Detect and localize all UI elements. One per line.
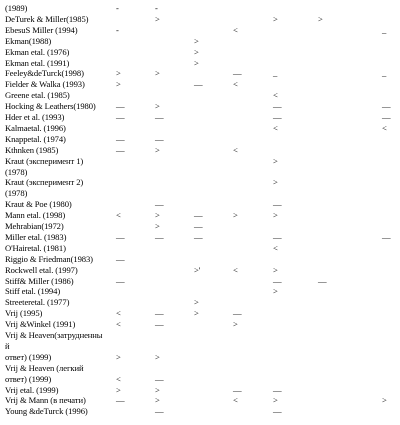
table-row — [0, 276, 400, 287]
study-name-cell: (1978) — [5, 166, 28, 177]
study-name-cell: Feeley&deTurck(1998) — [5, 68, 84, 79]
result-cell: > — [273, 155, 278, 166]
study-name-cell: Ekman etal. (1976) — [5, 46, 70, 57]
study-name-cell: Vrij etal. (1999) — [5, 384, 59, 395]
table-row — [0, 58, 400, 69]
result-cell: — — [382, 101, 391, 112]
study-name-cell: Ekman(1988) — [5, 35, 52, 46]
table-row — [0, 47, 400, 58]
result-cell: > — [194, 57, 199, 68]
result-cell: — — [194, 79, 203, 90]
study-name-cell: Rockwell etal. (1997) — [5, 264, 78, 275]
result-cell: _ — [273, 68, 278, 79]
result-cell: — — [116, 231, 125, 242]
result-cell: > — [155, 13, 160, 24]
result-cell: — — [273, 275, 282, 286]
result-cell: > — [155, 101, 160, 112]
study-name-cell: Stiff etal. (1994) — [5, 286, 61, 297]
result-cell: _ — [382, 68, 387, 79]
result-cell: — — [318, 275, 327, 286]
study-name-cell: Kraut & Poe (1980) — [5, 199, 72, 210]
result-cell: — — [382, 112, 391, 122]
table-row — [0, 36, 400, 47]
result-cell: - — [116, 24, 119, 35]
result-cell: - — [155, 3, 158, 13]
result-cell: — — [273, 199, 282, 210]
study-name-cell: Mann etal. (1998) — [5, 210, 66, 221]
result-cell: — — [155, 133, 164, 144]
table-row — [0, 243, 400, 254]
result-cell: > — [116, 68, 121, 79]
result-cell: < — [233, 264, 238, 275]
result-cell: — — [155, 231, 164, 242]
result-cell: > — [273, 264, 278, 275]
table-row — [0, 156, 400, 167]
study-name-cell: Kthnken (1985) — [5, 144, 59, 155]
study-name-cell: Kalmaetal. (1996) — [5, 122, 66, 133]
result-cell: — — [194, 210, 203, 221]
table-row — [0, 188, 400, 199]
study-name-cell: Greene etal. (1985) — [5, 90, 70, 101]
study-name-cell: Vrij & Heaven(затрудненны — [5, 330, 103, 340]
study-name-cell: Kraut (эксперимент 1) — [5, 155, 84, 166]
result-cell: — — [273, 112, 282, 122]
table-row — [0, 14, 400, 25]
study-name-cell: Knappetal. (1974) — [5, 133, 66, 144]
table-row — [0, 319, 400, 330]
result-cell: > — [273, 177, 278, 188]
result-cell: _ — [382, 24, 387, 35]
table-row — [0, 406, 400, 417]
study-name-cell: Fielder & Walka (1993) — [5, 79, 85, 90]
result-cell: — — [155, 199, 164, 210]
study-name-cell: EbesuS Miller (1994) — [5, 24, 78, 35]
result-cell: — — [116, 101, 125, 112]
table-row — [0, 68, 400, 79]
result-cell: — — [155, 373, 164, 384]
result-cell: > — [116, 351, 121, 362]
result-cell: < — [233, 79, 238, 90]
study-name-cell: Kraut (эксперимент 2) — [5, 177, 84, 188]
result-cell: < — [116, 319, 121, 330]
table-row — [0, 265, 400, 276]
result-cell: — — [116, 253, 125, 264]
study-name-cell: Riggio & Friedman(1983) — [5, 253, 93, 264]
table-row — [0, 341, 400, 352]
study-name-cell: Vrij (1995) — [5, 308, 43, 319]
result-cell: — — [155, 406, 164, 417]
table-row — [0, 101, 400, 112]
table-row — [0, 221, 400, 232]
table-row — [0, 385, 400, 396]
table-row — [0, 254, 400, 265]
result-cell: > — [194, 35, 199, 46]
table-row — [0, 25, 400, 36]
result-cell: — — [155, 112, 164, 122]
result-cell: — — [233, 68, 242, 79]
result-cell: — — [194, 221, 203, 231]
result-cell: > — [194, 308, 199, 319]
result-cell: < — [273, 90, 278, 101]
result-cell: < — [233, 395, 238, 406]
table-row — [0, 90, 400, 101]
table-row — [0, 199, 400, 210]
result-cell: - — [116, 3, 119, 13]
result-cell: — — [233, 384, 242, 395]
result-cell: — — [116, 395, 125, 406]
table-row — [0, 134, 400, 145]
table-row — [0, 308, 400, 319]
study-name-cell: Streeteretal. (1977) — [5, 297, 70, 308]
result-cell: > — [155, 221, 160, 231]
study-name-cell: Vrij & Mann (в печати) — [5, 395, 86, 406]
result-cell: — — [382, 231, 391, 242]
result-cell: — — [116, 144, 125, 155]
result-cell: > — [194, 297, 199, 308]
study-name-cell: Stiff& Miller (1986) — [5, 275, 74, 286]
table-row — [0, 145, 400, 156]
result-cell: < — [233, 144, 238, 155]
result-cell: > — [273, 210, 278, 221]
table-row — [0, 3, 400, 14]
result-cell: — — [273, 406, 282, 417]
result-cell: > — [116, 79, 121, 90]
result-cell: > — [155, 351, 160, 362]
table-row — [0, 395, 400, 406]
study-name-cell: O'Hairetal. (1981) — [5, 242, 66, 253]
result-cell: > — [155, 68, 160, 79]
table-row — [0, 210, 400, 221]
table-row — [0, 374, 400, 385]
study-name-cell: ответ) (1999) — [5, 373, 52, 384]
result-cell: — — [233, 308, 242, 319]
study-name-cell: й — [5, 340, 10, 351]
result-cell: — — [116, 133, 125, 144]
result-cell: > — [382, 395, 387, 406]
result-cell: >' — [194, 264, 201, 275]
result-cell: — — [116, 112, 125, 122]
result-cell: < — [273, 242, 278, 253]
result-cell: — — [273, 384, 282, 395]
result-cell: > — [194, 46, 199, 57]
result-cell: < — [116, 308, 121, 319]
study-name-cell: DeTurek & Miller(1985) — [5, 13, 89, 24]
study-name-cell: Ekman etal. (1991) — [5, 57, 70, 68]
study-name-cell: ответ) (1999) — [5, 351, 52, 362]
table-row — [0, 123, 400, 134]
result-cell: — — [273, 231, 282, 242]
result-cell: < — [382, 122, 387, 133]
result-cell: > — [155, 384, 160, 395]
result-cell: — — [194, 231, 203, 242]
study-name-cell: Hder et al. (1993) — [5, 112, 65, 122]
study-name-cell: (1989) — [5, 3, 28, 13]
table-row — [0, 177, 400, 188]
study-name-cell: Miller etal. (1983) — [5, 231, 67, 242]
result-cell: — — [273, 101, 282, 112]
table-row — [0, 232, 400, 243]
result-cell: < — [116, 373, 121, 384]
study-name-cell: Mehrabian(1972) — [5, 221, 64, 231]
result-cell: — — [116, 275, 125, 286]
result-cell: > — [116, 384, 121, 395]
result-cell: > — [155, 144, 160, 155]
result-cell: > — [318, 13, 323, 24]
table-row — [0, 330, 400, 341]
table-row — [0, 352, 400, 363]
study-name-cell: Hocking & Leathers(1980) — [5, 101, 96, 112]
table-row — [0, 297, 400, 308]
table-row — [0, 79, 400, 90]
result-cell: > — [273, 395, 278, 406]
result-cell: — — [155, 319, 164, 330]
result-cell: > — [155, 395, 160, 406]
study-name-cell: Vrij &Winkel (1991) — [5, 319, 76, 330]
result-cell: > — [273, 286, 278, 297]
result-cell: < — [233, 24, 238, 35]
result-cell: — — [155, 308, 164, 319]
study-name-cell: (1978) — [5, 188, 28, 199]
result-cell: > — [233, 210, 238, 221]
table-row — [0, 286, 400, 297]
result-cell: > — [233, 319, 238, 330]
result-cell: < — [273, 122, 278, 133]
result-cell: < — [116, 210, 121, 221]
result-cell: > — [155, 210, 160, 221]
table-row — [0, 363, 400, 374]
result-cell: > — [273, 13, 278, 24]
study-name-cell: Young &deTurck (1996) — [5, 406, 88, 417]
table-row — [0, 112, 400, 123]
table-row — [0, 167, 400, 178]
study-name-cell: Vrij & Heaven (легкий — [5, 362, 84, 373]
